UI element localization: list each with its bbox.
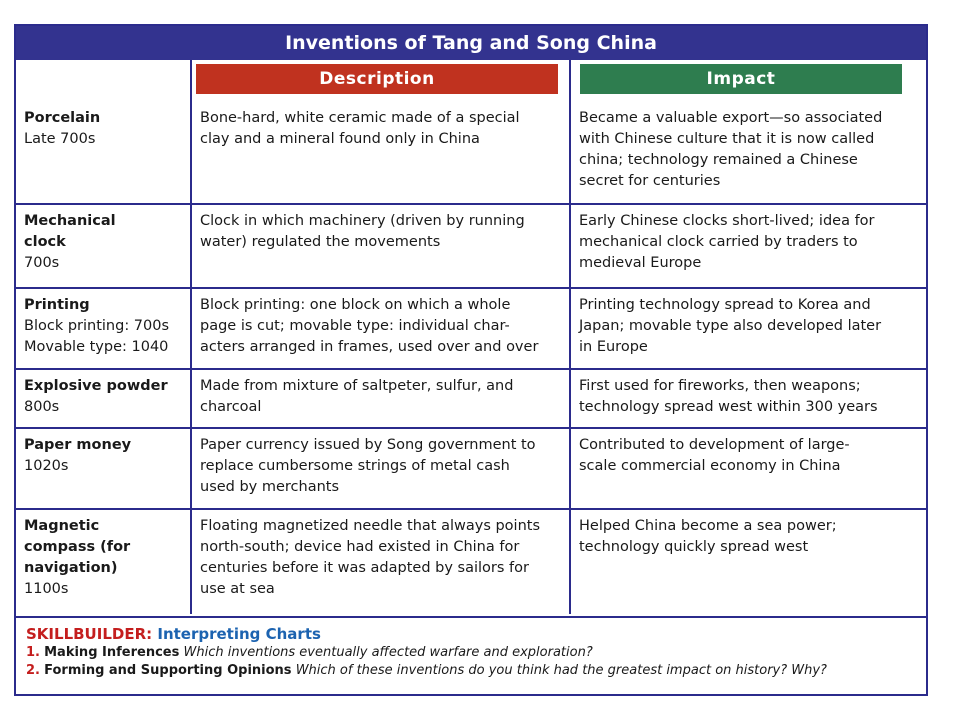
impact-line: with Chinese culture that it is now called bbox=[579, 131, 875, 147]
invention-name: Mechanical bbox=[24, 213, 116, 229]
impact-cell bbox=[579, 108, 921, 192]
impact-line: secret for centuries bbox=[579, 173, 721, 189]
invention-name: navigation) bbox=[24, 560, 118, 576]
description-cell bbox=[200, 211, 564, 253]
description-line: acters arranged in frames, used over and over bbox=[200, 339, 539, 355]
invention-date: 800s bbox=[24, 399, 60, 415]
invention-name: Porcelain bbox=[24, 110, 101, 126]
description-cell bbox=[200, 295, 564, 358]
impact-line: Helped China become a sea power; bbox=[579, 518, 837, 534]
row-divider bbox=[16, 203, 926, 205]
question-heading: Making Inferences bbox=[44, 645, 180, 660]
inventions-chart bbox=[14, 24, 928, 696]
question-heading: Forming and Supporting Opinions bbox=[44, 663, 292, 678]
impact-line: Printing technology spread to Korea and bbox=[579, 297, 871, 313]
skillbuilder-question bbox=[26, 662, 916, 680]
skillbuilder-question bbox=[26, 644, 916, 662]
impact-header: Impact bbox=[580, 64, 902, 94]
description-cell bbox=[200, 435, 564, 498]
invention-cell bbox=[24, 295, 190, 358]
invention-name: clock bbox=[24, 234, 66, 250]
question-text: Which inventions eventually affected warfare and exploration? bbox=[183, 645, 593, 660]
invention-name: Paper money bbox=[24, 437, 132, 453]
invention-date: 1020s bbox=[24, 458, 69, 474]
description-line: Block printing: one block on which a whole bbox=[200, 297, 511, 313]
skillbuilder-subtitle: Interpreting Charts bbox=[157, 625, 321, 643]
impact-line: in Europe bbox=[579, 339, 648, 355]
impact-cell bbox=[579, 516, 921, 558]
impact-cell bbox=[579, 211, 921, 274]
description-line: Clock in which machinery (driven by running bbox=[200, 213, 525, 229]
impact-line: Became a valuable export—so associated bbox=[579, 110, 883, 126]
impact-line: technology spread west within 300 years bbox=[579, 399, 878, 415]
impact-cell bbox=[579, 376, 921, 418]
column-divider bbox=[190, 60, 192, 614]
description-line: clay and a mineral found only in China bbox=[200, 131, 480, 147]
row-divider bbox=[16, 368, 926, 370]
invention-date: 1100s bbox=[24, 581, 69, 597]
chart-title: Inventions of Tang and Song China bbox=[16, 26, 926, 60]
description-line: Paper currency issued by Song government to bbox=[200, 437, 536, 453]
impact-cell bbox=[579, 435, 921, 477]
impact-line: mechanical clock carried by traders to bbox=[579, 234, 858, 250]
description-line: Made from mixture of saltpeter, sulfur, and bbox=[200, 378, 514, 394]
invention-date: Late 700s bbox=[24, 131, 96, 147]
invention-name: compass (for bbox=[24, 539, 131, 555]
description-cell bbox=[200, 376, 564, 418]
skillbuilder-label: SKILLBUILDER: bbox=[26, 625, 153, 643]
impact-line: First used for fireworks, then weapons; bbox=[579, 378, 861, 394]
invention-cell bbox=[24, 108, 190, 150]
impact-cell bbox=[579, 295, 921, 358]
description-line: page is cut; movable type: individual char- bbox=[200, 318, 510, 334]
invention-cell bbox=[24, 211, 190, 274]
invention-date: Block printing: 700s bbox=[24, 318, 170, 334]
invention-name: Explosive powder bbox=[24, 378, 168, 394]
description-line: use at sea bbox=[200, 581, 275, 597]
row-divider bbox=[16, 287, 926, 289]
description-line: Floating magnetized needle that always points bbox=[200, 518, 541, 534]
column-divider bbox=[569, 60, 571, 614]
impact-line: china; technology remained a Chinese bbox=[579, 152, 858, 168]
invention-cell bbox=[24, 376, 190, 418]
invention-name: Magnetic bbox=[24, 518, 100, 534]
description-line: charcoal bbox=[200, 399, 262, 415]
invention-name: Printing bbox=[24, 297, 90, 313]
invention-date: Movable type: 1040 bbox=[24, 339, 169, 355]
description-line: water) regulated the movements bbox=[200, 234, 441, 250]
description-line: north-south; device had existed in China for bbox=[200, 539, 520, 555]
impact-line: scale commercial economy in China bbox=[579, 458, 841, 474]
description-cell bbox=[200, 108, 564, 150]
description-line: Bone-hard, white ceramic made of a special bbox=[200, 110, 520, 126]
impact-line: Contributed to development of large- bbox=[579, 437, 850, 453]
description-line: used by merchants bbox=[200, 479, 340, 495]
row-divider bbox=[16, 508, 926, 510]
invention-cell bbox=[24, 435, 190, 477]
impact-line: Early Chinese clocks short-lived; idea for bbox=[579, 213, 875, 229]
impact-line: medieval Europe bbox=[579, 255, 702, 271]
question-number: 1. bbox=[26, 645, 40, 660]
invention-cell bbox=[24, 516, 190, 600]
invention-date: 700s bbox=[24, 255, 60, 271]
question-text: Which of these inventions do you think had the greatest impact on history? Why? bbox=[295, 663, 827, 678]
description-header: Description bbox=[196, 64, 558, 94]
description-line: centuries before it was adapted by sailors for bbox=[200, 560, 529, 576]
description-cell bbox=[200, 516, 564, 600]
impact-line: technology quickly spread west bbox=[579, 539, 809, 555]
inventions-table bbox=[16, 60, 926, 614]
description-line: replace cumbersome strings of metal cash bbox=[200, 458, 510, 474]
skillbuilder-title bbox=[26, 624, 916, 644]
skillbuilder bbox=[16, 616, 926, 694]
question-number: 2. bbox=[26, 663, 40, 678]
impact-line: Japan; movable type also developed later bbox=[579, 318, 882, 334]
row-divider bbox=[16, 427, 926, 429]
